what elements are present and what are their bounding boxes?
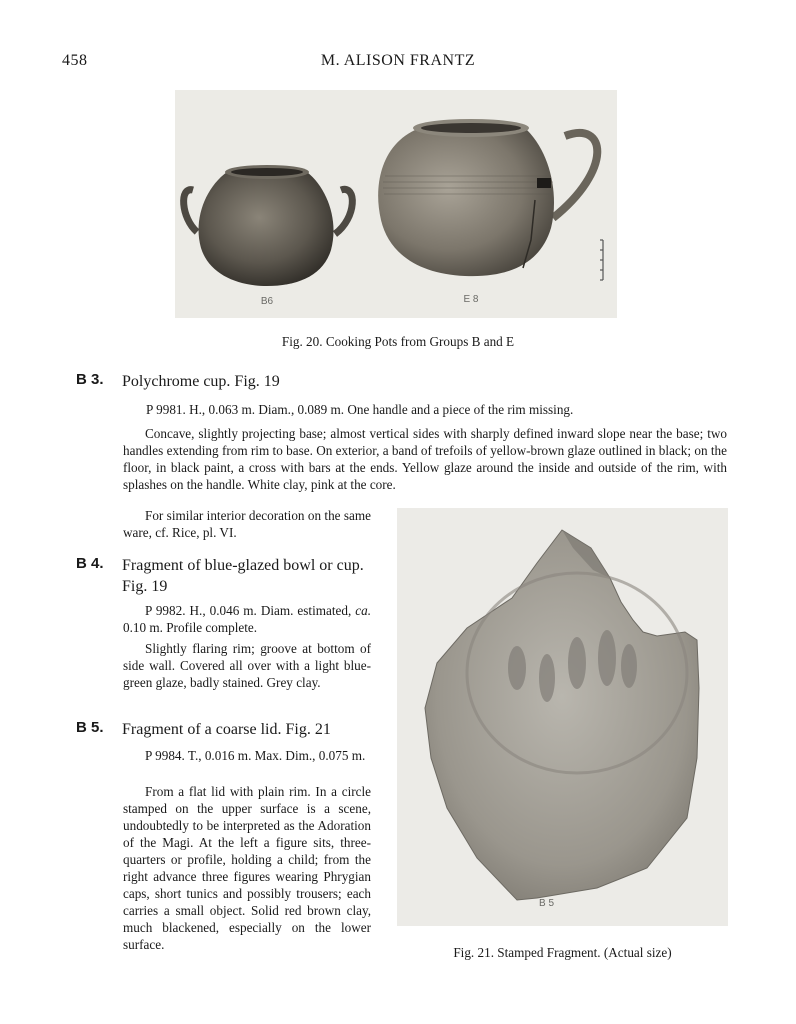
running-head-author: M. ALISON FRANTZ: [320, 52, 476, 69]
entry-number: B 3.: [76, 371, 104, 388]
entry-b3-note: For similar interior decoration on the same ware, cf. Rice, pl. VI.: [123, 508, 371, 540]
pot-label-b6: B6: [260, 296, 274, 307]
figure-21-photo: [397, 508, 728, 926]
entry-title: Fragment of a coarse lid. Fig. 21: [122, 721, 331, 738]
figure-21-caption: Fig. 21. Stamped Fragment. (Actual size): [453, 945, 672, 960]
figure-20-caption: Fig. 20. Cooking Pots from Groups B and E: [281, 334, 515, 349]
entry-number: B 5.: [76, 719, 104, 736]
entry-b4-description: Slightly flaring rim; groove at bottom of side wall. Covered all over with a light blue-green glaze, badly stained. Grey clay.: [123, 641, 371, 690]
entry-b4: [76, 555, 372, 597]
entry-b3-description: Concave, slightly projecting base; almost vertical sides with sharply defined inward slope near the base; two handles extending from rim to base. On exterior, a band of trefoils of yellow-brown glaze outlined in black; on the floor, in black paint, a cross with bars at the ends. Yellow glaze around the inside and outside of the rim, with splashes on the handle. White clay, pink at the core.: [123, 426, 727, 492]
entry-b5: [76, 719, 372, 740]
entry-b3-catalog: P 9981. H., 0.063 m. Diam., 0.089 m. One handle and a piece of the rim missing.: [146, 402, 574, 417]
entry-title: Fragment of blue-glazed bowl or cup. Fig. 19: [122, 557, 364, 595]
pot-label-e8: E 8: [463, 294, 479, 305]
entry-b5-catalog: P 9984. T., 0.016 m. Max. Dim., 0.075 m.: [145, 748, 366, 763]
page-number: 458: [62, 52, 88, 69]
stamped-fragment-illustration: [397, 508, 728, 926]
entry-b3: [76, 371, 736, 392]
entry-number: B 4.: [76, 555, 104, 572]
entry-title: Polychrome cup. Fig. 19: [122, 373, 280, 390]
figure-20-photo: [175, 90, 617, 318]
cooking-pots-illustration: [175, 90, 617, 318]
entry-b5-description: From a flat lid with plain rim. In a circle stamped on the upper surface is a scene, undoubtedly to be interpreted as the Adoration of the Magi. At the left a figure sits, three-quarters or profile, holding a child; from the right advance three figures wearing Phrygian caps, short tunics and possibly trousers; each carries a small object. Solid red brown clay, much blackened, especially on the lower surface.: [123, 784, 371, 952]
fragment-label-b5: B 5: [539, 898, 555, 909]
entry-b4-catalog: P 9982. H., 0.046 m. Diam. estimated, ca. 0.10 m. Profile complete.: [123, 603, 371, 635]
